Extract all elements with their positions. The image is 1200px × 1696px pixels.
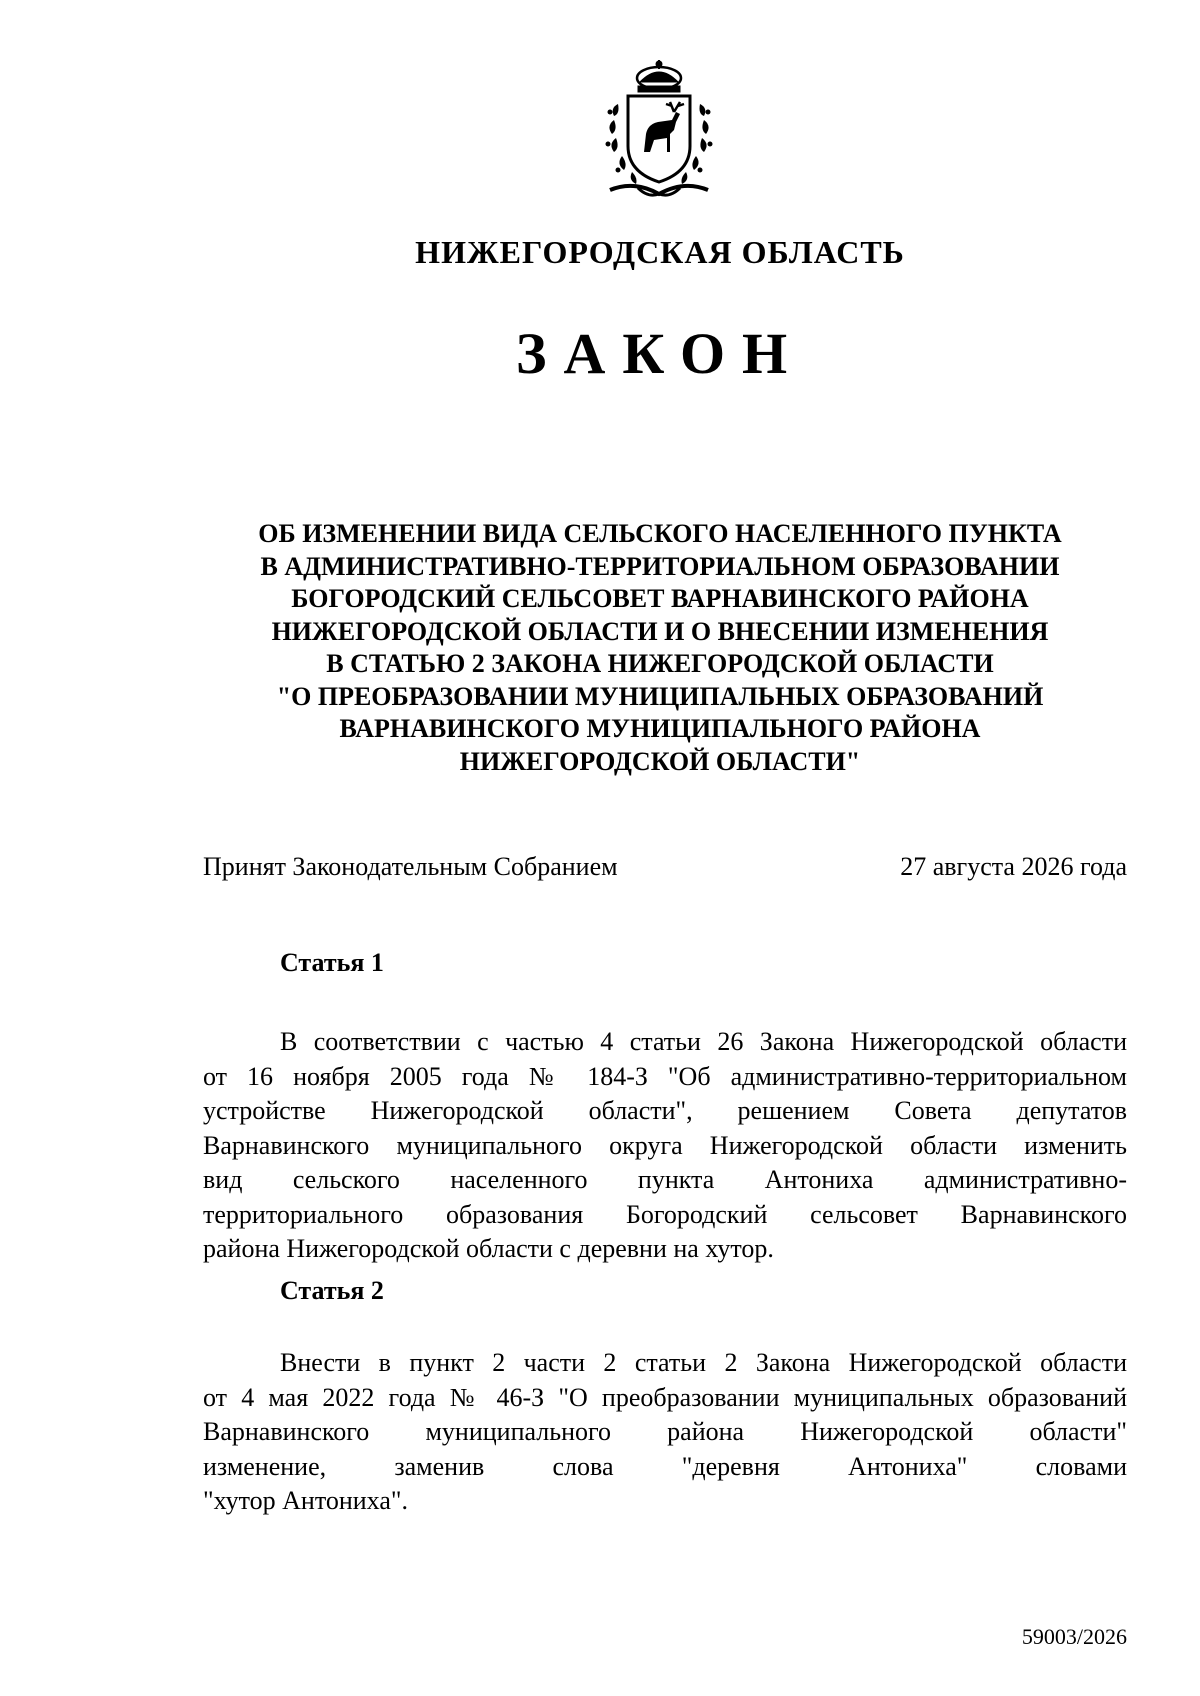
article-1-line: района Нижегородской области с деревни на хутор.	[203, 1234, 774, 1263]
adoption-date: 27 августа 2026 года	[900, 852, 1127, 881]
article-1-text	[203, 1025, 1127, 1267]
document-number: 59003/2026	[1021, 1624, 1127, 1649]
article-2-heading: Статья 2	[280, 1276, 384, 1305]
law-title-line: В СТАТЬЮ 2 ЗАКОНА НИЖЕГОРОДСКОЙ ОБЛАСТИ	[326, 649, 994, 678]
article-1-line: Варнавинского муниципального округа Нижегородской области изменить	[203, 1130, 1127, 1160]
adopted-by: Принят Законодательным Собранием	[203, 852, 618, 881]
article-1-line: территориального образования Богородский сельсовет Варнавинского	[203, 1199, 1127, 1229]
article-1-line: вид сельского населенного пункта Антониха административно-	[203, 1165, 1127, 1194]
law-title-line: ВАРНАВИНСКОГО МУНИЦИПАЛЬНОГО РАЙОНА	[339, 714, 981, 743]
article-2-line: "хутор Антониха".	[203, 1486, 408, 1515]
law-title-line: В АДМИНИСТРАТИВНО-ТЕРРИТОРИАЛЬНОМ ОБРАЗОВАНИИ	[260, 551, 1060, 581]
article-2-line: от 4 мая 2022 года № 46-З "О преобразовании муниципальных образований	[203, 1382, 1127, 1412]
article-2-line: изменение, заменив слова "деревня Антониха" словами	[203, 1451, 1127, 1481]
region-title: НИЖЕГОРОДСКАЯ ОБЛАСТЬ	[415, 234, 905, 270]
law-title-line: "О ПРЕОБРАЗОВАНИИ МУНИЦИПАЛЬНЫХ ОБРАЗОВАНИЙ	[276, 681, 1044, 711]
article-1-line: от 16 ноября 2005 года № 184-З "Об административно-территориальном	[203, 1061, 1127, 1091]
article-2-line: Внести в пункт 2 части 2 статьи 2 Закона Нижегородской области	[280, 1348, 1127, 1377]
law-title	[200, 518, 1120, 778]
article-2-line: Варнавинского муниципального района Нижегородской области"	[203, 1417, 1127, 1446]
article-2-text	[203, 1346, 1127, 1519]
law-title-line: БОГОРОДСКИЙ СЕЛЬСОВЕТ ВАРНАВИНСКОГО РАЙОНА	[291, 584, 1029, 613]
law-title-line: ОБ ИЗМЕНЕНИИ ВИДА СЕЛЬСКОГО НАСЕЛЕННОГО ПУНКТА	[258, 519, 1062, 548]
article-1-heading: Статья 1	[280, 948, 384, 977]
article-1-line: устройстве Нижегородской области", решением Совета депутатов	[203, 1096, 1127, 1125]
law-title-line: НИЖЕГОРОДСКОЙ ОБЛАСТИ"	[459, 746, 861, 776]
law-title-line: НИЖЕГОРОДСКОЙ ОБЛАСТИ И О ВНЕСЕНИИ ИЗМЕНЕНИЯ	[271, 616, 1049, 646]
coat-of-arms-icon	[588, 60, 730, 206]
document-type: ЗАКОН	[515, 321, 805, 386]
article-1-line: В соответствии с частью 4 статьи 26 Закона Нижегородской области	[280, 1027, 1127, 1056]
